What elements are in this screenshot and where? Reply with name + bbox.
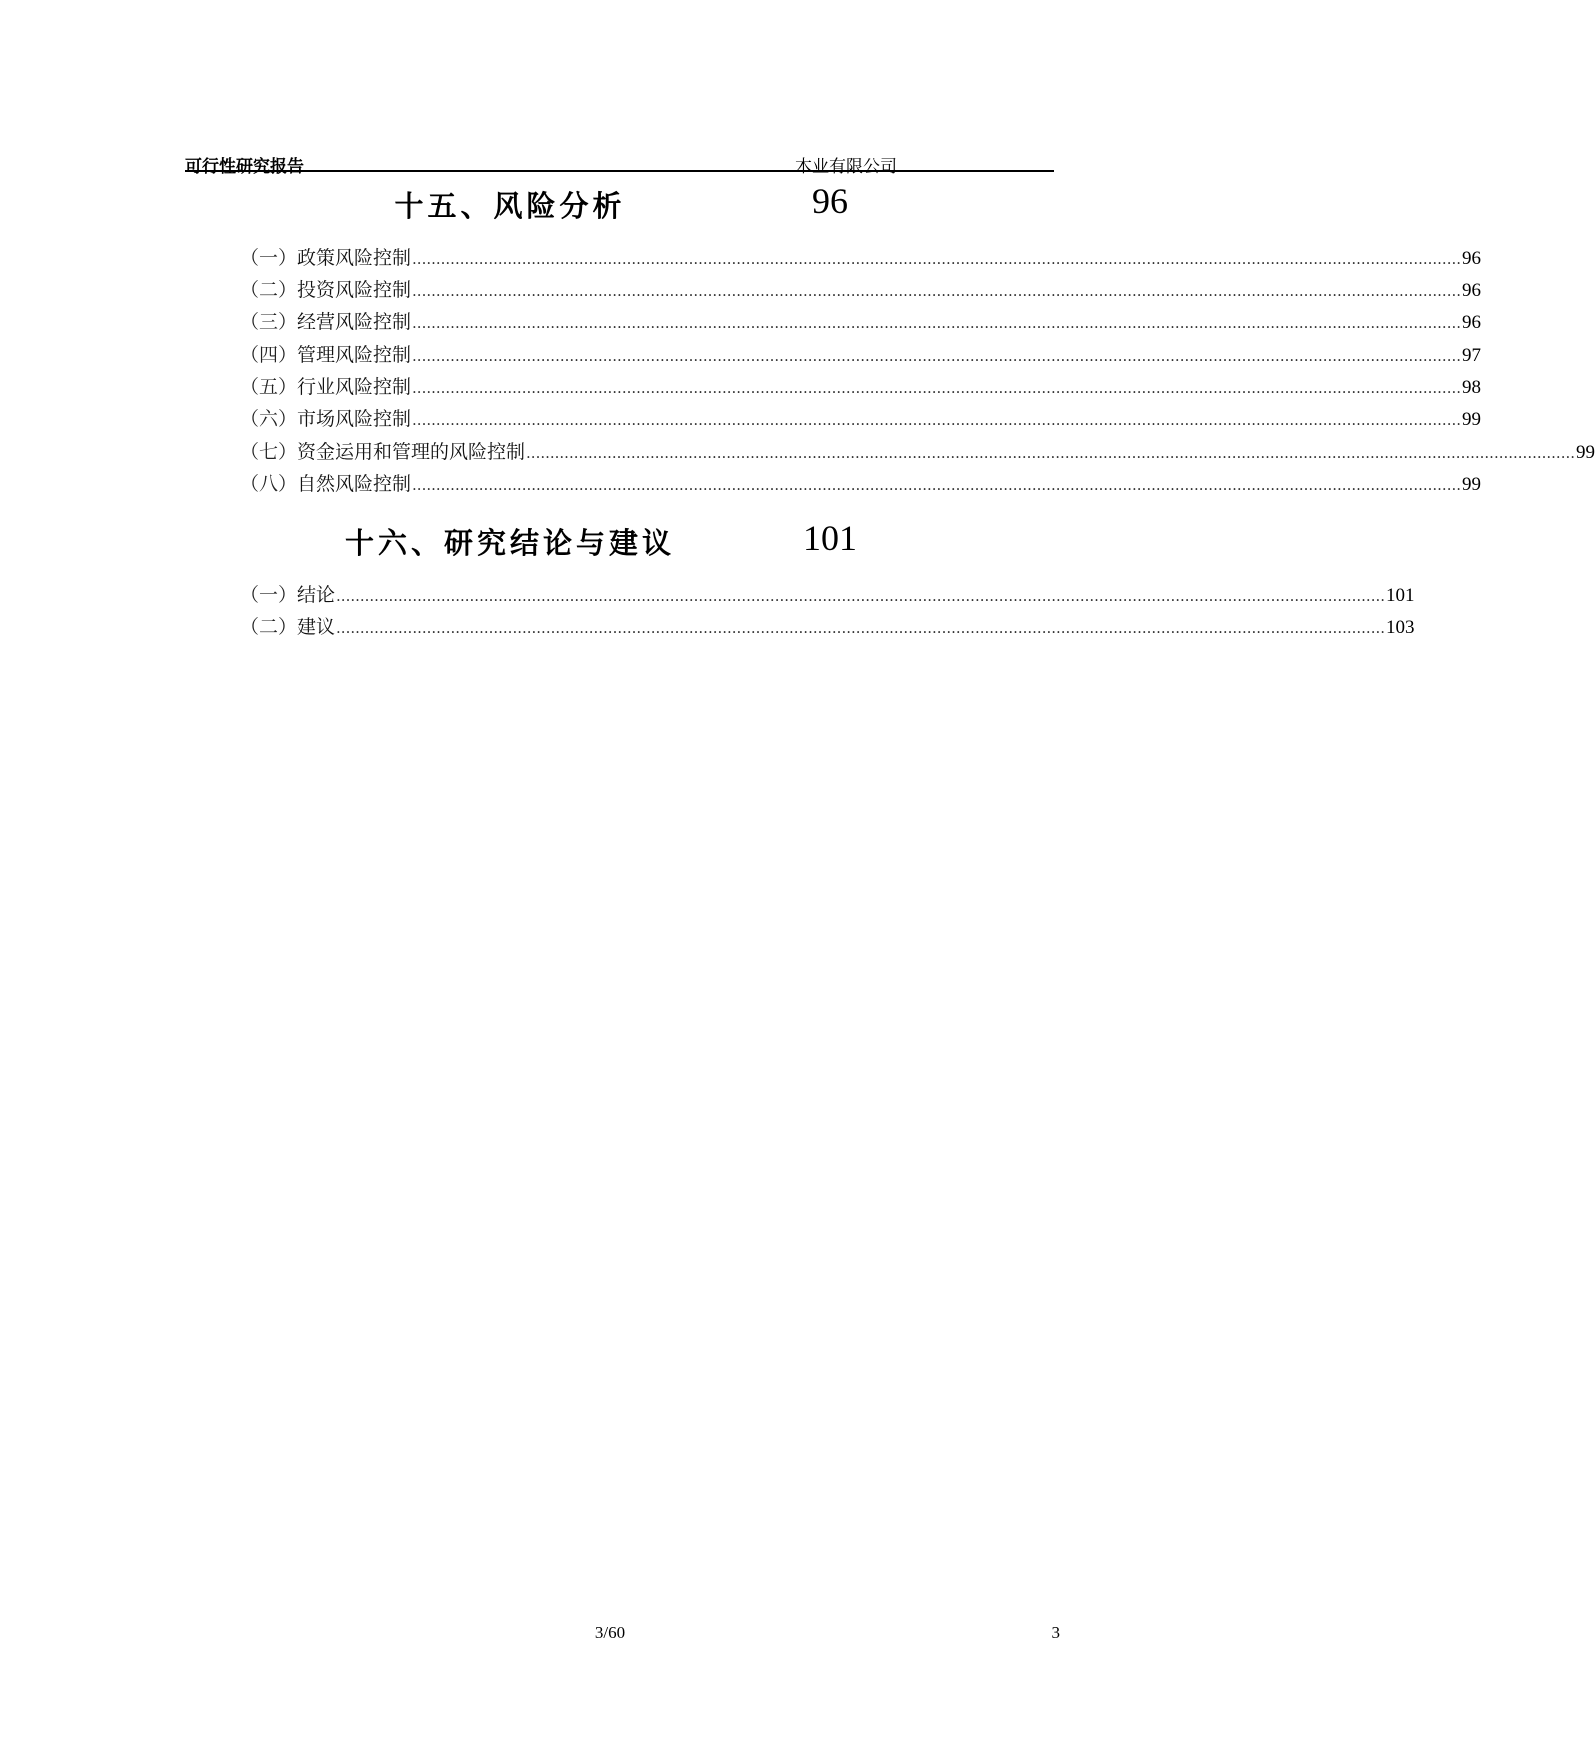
toc-entry[interactable] [240,372,1482,402]
toc-entry-label: 资金运用和管理的风险控制 [297,441,526,463]
toc-entry[interactable] [240,340,1482,370]
toc-entry-page: 98 [1462,377,1482,398]
toc-dot-leader: ............................................................................................................................................................................................................................ [412,379,1462,397]
header-company-name: 木业有限公司 [795,157,897,177]
toc-entry-number: （二） [240,279,298,301]
header-rule [185,170,1054,172]
toc-entry-label: 市场风险控制 [297,408,412,430]
toc-entry-page: 99 [1462,409,1482,430]
toc-entry[interactable] [240,243,1482,273]
toc-entry-number: （二） [240,616,298,638]
footer-page-number: 3 [1051,1623,1060,1642]
footer-page-of-total: 3/60 [594,1623,626,1642]
header-report-title: 可行性研究报告 [185,157,304,177]
toc-entry-number: （四） [240,344,298,366]
toc-entry[interactable] [240,307,1482,337]
toc-dot-leader: ............................................................................................................................................................................................................................ [526,444,1576,462]
toc-entry-number: （五） [240,376,298,398]
toc-dot-leader: ............................................................................................................................................................................................................................ [412,476,1462,494]
toc-entry-label: 行业风险控制 [297,376,412,398]
toc-entry-label: 政策风险控制 [297,247,412,269]
toc-dot-leader: ............................................................................................................................................................................................................................ [412,347,1462,365]
section-page-number: 96 [812,181,848,221]
toc-entry-number: （一） [240,247,298,269]
toc-dot-leader: ............................................................................................................................................................................................................................ [336,587,1386,605]
toc-entry-number: （三） [240,311,298,333]
toc-section-title-16[interactable] [270,518,910,565]
toc-dot-leader: ............................................................................................................................................................................................................................ [412,250,1462,268]
toc-entry[interactable] [240,404,1482,434]
toc-dot-leader: ............................................................................................................................................................................................................................ [336,619,1386,637]
toc-entry[interactable] [240,437,1595,467]
toc-entry[interactable] [240,275,1482,305]
toc-entry-page: 101 [1386,585,1415,606]
toc-entry-number: （一） [240,584,298,606]
toc-entry-page: 96 [1462,280,1482,301]
toc-entry-label: 结论 [297,584,336,606]
toc-dot-leader: ............................................................................................................................................................................................................................ [412,314,1462,332]
toc-entry-label: 经营风险控制 [297,311,412,333]
toc-entry-page: 96 [1462,248,1482,269]
toc-section-title-15[interactable] [270,181,910,228]
toc-entry[interactable] [240,612,1415,642]
section-title-text: 十六、研究结论与建议 [344,526,675,560]
toc-entry-number: （六） [240,408,298,430]
toc-entry-label: 投资风险控制 [297,279,412,301]
toc-entry-page: 97 [1462,345,1482,366]
toc-entry-label: 自然风险控制 [297,473,412,495]
toc-dot-leader: ............................................................................................................................................................................................................................ [412,282,1462,300]
toc-entry-page: 99 [1462,474,1482,495]
toc-entry-label: 建议 [297,616,336,638]
toc-dot-leader: ............................................................................................................................................................................................................................ [412,411,1462,429]
toc-entry-page: 99 [1576,442,1595,463]
toc-entry-page: 96 [1462,312,1482,333]
toc-entry-number: （八） [240,473,298,495]
toc-entry[interactable] [240,469,1482,499]
toc-entry-label: 管理风险控制 [297,344,412,366]
toc-entry-page: 103 [1386,617,1415,638]
toc-entry[interactable] [240,580,1415,610]
toc-entry-number: （七） [240,441,298,463]
section-page-number: 101 [803,518,857,558]
section-title-text: 十五、风险分析 [394,189,626,223]
